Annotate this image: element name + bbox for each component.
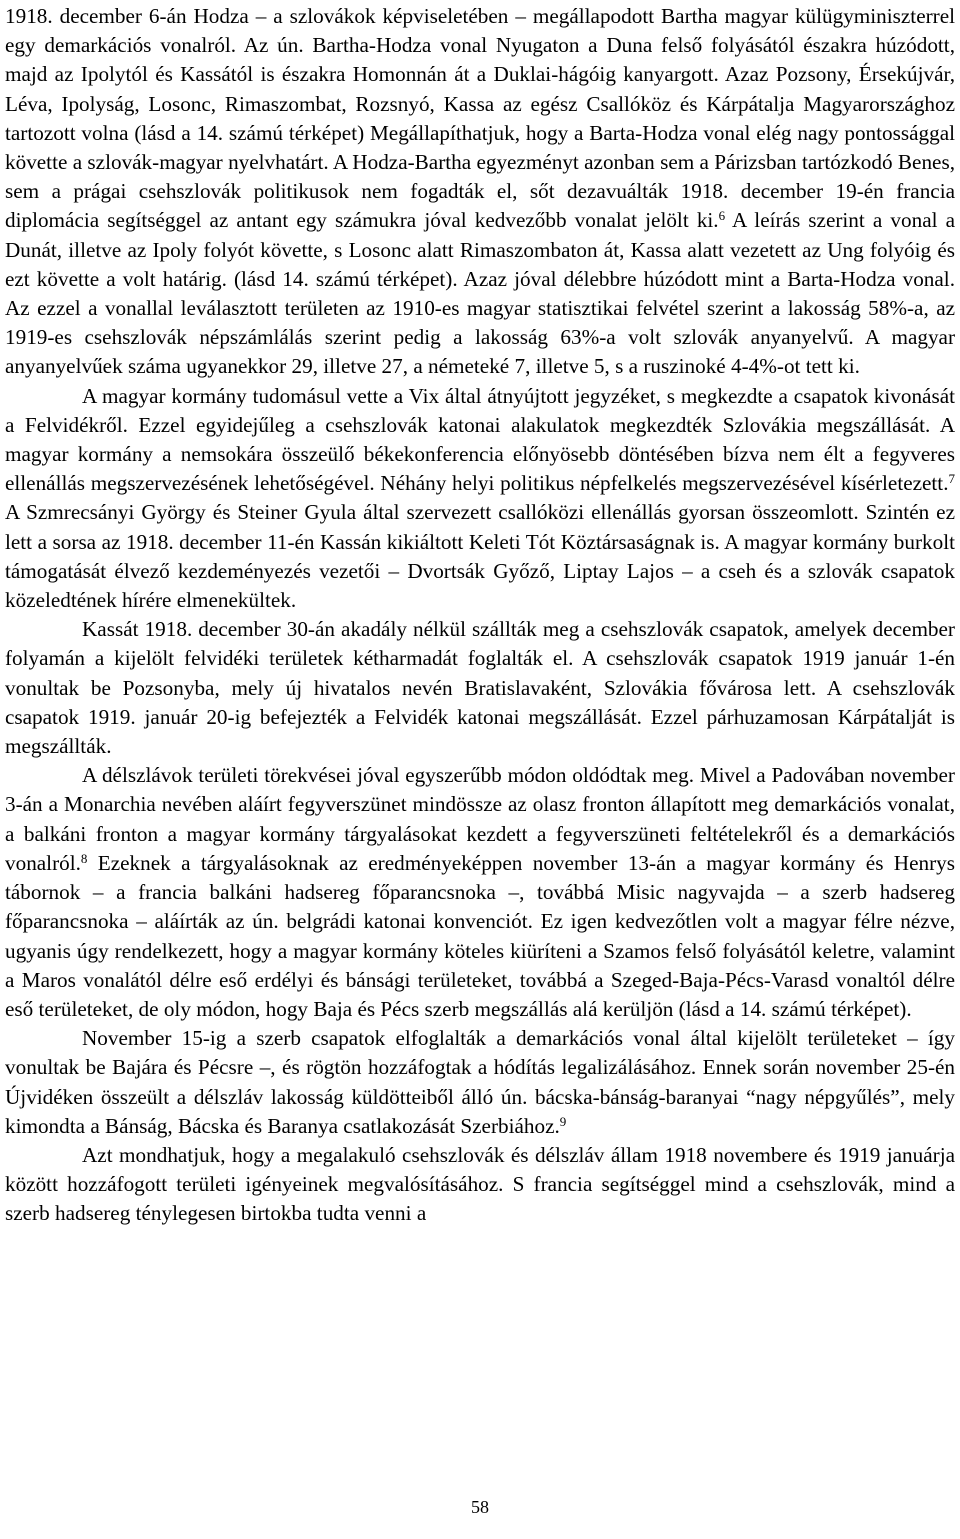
paragraph-text: A magyar kormány tudomásul vette a Vix által átnyújtott jegyzéket, s megkezdte a csapatok kivonását a Felvidékről. Ezzel egyidejűleg a csehszlovák katonai alakulatok megkezdték Szlovákia megszállását. A magyar kormány a nemsokára összeülő békekonferencia előnyösebb döntésében bízva nem élt a fegyveres ellenállás megszervezésének lehetőségével. Néhány helyi politikus népfelkelés megszervezésével kísérletezett. xyxy=(5,383,955,496)
paragraph-text: 1918. december 6-án Hodza – a szlovákok képviseletében – megállapodott Bartha magyar külügyminiszterrel egy demarkációs vonalról. Az ún. Bartha-Hodza vonal Nyugaton a Duna felső folyásától északra húzódott, majd az Ipolytól és Kassától is északra Homonnán át a Duklai-hágóig kanyargott. Azaz Pozsony, Érsekújvár, Léva, Ipolyság, Losonc, Rimaszombat, Rozsnyó, Kassa az egész Csallóköz és Kárpátalja Magyarországhoz tartozott volna (lásd a 14. számú térképet) Megállapíthatjuk, hogy a Barta-Hodza vonal elég nagy pontossággal követte a szlovák-magyar nyelvhatárt. A Hodza-Bartha egyezményt azonban sem a Párizsban tartózkodó Benes, sem a prágai csehszlovák politikusok nem fogadták el, sőt dezavuálták 1918. december 19-én francia diplomácia segítséggel az antant egy számukra jóval kedvezőbb vonalat jelölt ki. xyxy=(5,4,955,233)
paragraph-text: A Szmrecsányi György és Steiner Gyula által szervezett csallóközi ellenállás gyorsan összeomlott. Szintén ez lett a sorsa az 1918. december 11-én Kassán kikiáltott Keleti Tót Köztársaságnak is. A magyar kormány burkolt támogatását élvező kezdeményezés vezetői – Dvortsák Győző, Liptay Lajos – a cseh és a szlovák csapatok közeledtének hírére elmenekültek. xyxy=(5,500,955,613)
paragraph-text: A leírás szerint a vonal a Dunát, illetve az Ipoly folyót követte, s Losonc alatt Rimaszombaton át, Kassa alatt vezetett az Ung folyóig és ezt követte a volt határig. (lásd 14. számú térképet). Azaz jóval délebbre húzódott mint a Barta-Hodza vonal. Az ezzel a vonallal leválasztott területen az 1910-es magyar statisztikai felvétel szerint a lakosság 58%-a, az 1919-es csehszlovák népszámlálás szerint pedig a lakosság 63%-a volt szlovák anyanyelvű. A magyar anyanyelvűek száma ugyanekkor 29, illetve 27, a németeké 7, illetve 5, s a ruszinoké 4-4%-ot tett ki. xyxy=(5,208,956,379)
paragraph-text: November 15-ig a szerb csapatok elfoglalták a demarkációs vonal által kijelölt területeket – így vonultak be Bajára és Pécsre –, és rögtön hozzáfogtak a hódítás legalizálásához. Ennek során november 25-én Újvidéken összeült a délszláv lakosság küldötteiből álló ún. bácska-bánság-baranyai “nagy népgyűlés”, mely kimondta a Bánság, Bácska és Baranya csatlakozását Szerbiához. xyxy=(5,1026,955,1138)
footnote-marker: 9 xyxy=(559,1113,567,1129)
paragraph-south-slavs xyxy=(5,761,955,1024)
footnote-marker: 8 xyxy=(80,850,88,866)
paragraph-text: Kassát 1918. december 30-án akadály nélkül szállták meg a csehszlovák csapatok, amelyek december folyamán a kijelölt felvidéki területek kétharmadát foglalták el. A csehszlovák csapatok 1919 január 1-én vonultak be Pozsonyba, mely új hivatalos nevén Bratislavaként, Szlovákia fővárosa lett. A csehszlovák csapatok 1919. január 20-ig befejezték a Felvidék katonai megszállását. Ezzel párhuzamosan Kárpátalját is megszállták. xyxy=(5,617,955,759)
paragraph-vix-note xyxy=(5,382,955,616)
footnote-marker: 7 xyxy=(948,471,955,487)
paragraph-text: Ezeknek a tárgyalásoknak az eredményeképpen november 13-án a magyar kormány és Henrys tábornok – a francia balkáni hadsereg főparancsnoka –, továbbá Misic nagyvajda – a szerb hadsereg főparancsnoka – aláírták az ún. belgrádi katonai konvenciót. Ez igen kedvezőtlen volt a magyar félre nézve, ugyanis úgy rendelkezett, hogy a magyar kormány köteles kiüríteni a Szamos felső folyásától keletre, valamint a Maros vonalától délre eső erdélyi és bánsági területeket, továbbá a Szeged-Baja-Pécs-Varasd vonaltól délre eső területeket, de oly módon, hogy Baja és Pécs szerb megszállás alá kerüljön (lásd a 14. számú térképet). xyxy=(5,850,955,1021)
paragraph-conclusion xyxy=(5,1141,955,1229)
paragraph-kassa-occupation xyxy=(5,615,955,761)
paragraph-text: A délszlávok területi törekvései jóval egyszerűbb módon oldódtak meg. Mivel a Padovában november 3-án a Monarchia nevében aláírt fegyverszünet mindössze az olasz fronton állapított meg demarkációs vonalat, a balkáni fronton a magyar kormány tárgyalásokat kezdett a fegyverszüneti feltételekről és a demarkációs vonalról. xyxy=(5,763,955,875)
paragraph-demarcation-line xyxy=(5,2,955,382)
footnote-marker: 6 xyxy=(718,208,726,224)
paragraph-text: Azt mondhatjuk, hogy a megalakuló csehszlovák és délszláv állam 1918 novembere és 1919 januárja között hozzáfogott területi igényeinek megvalósításához. S francia segítséggel mind a csehszlovák, mind a szerb hadsereg ténylegesen birtokba tudta venni a xyxy=(5,1142,955,1226)
document-page xyxy=(5,2,955,1229)
page-number: 58 xyxy=(471,1497,489,1517)
paragraph-serbian-occupation xyxy=(5,1024,955,1141)
